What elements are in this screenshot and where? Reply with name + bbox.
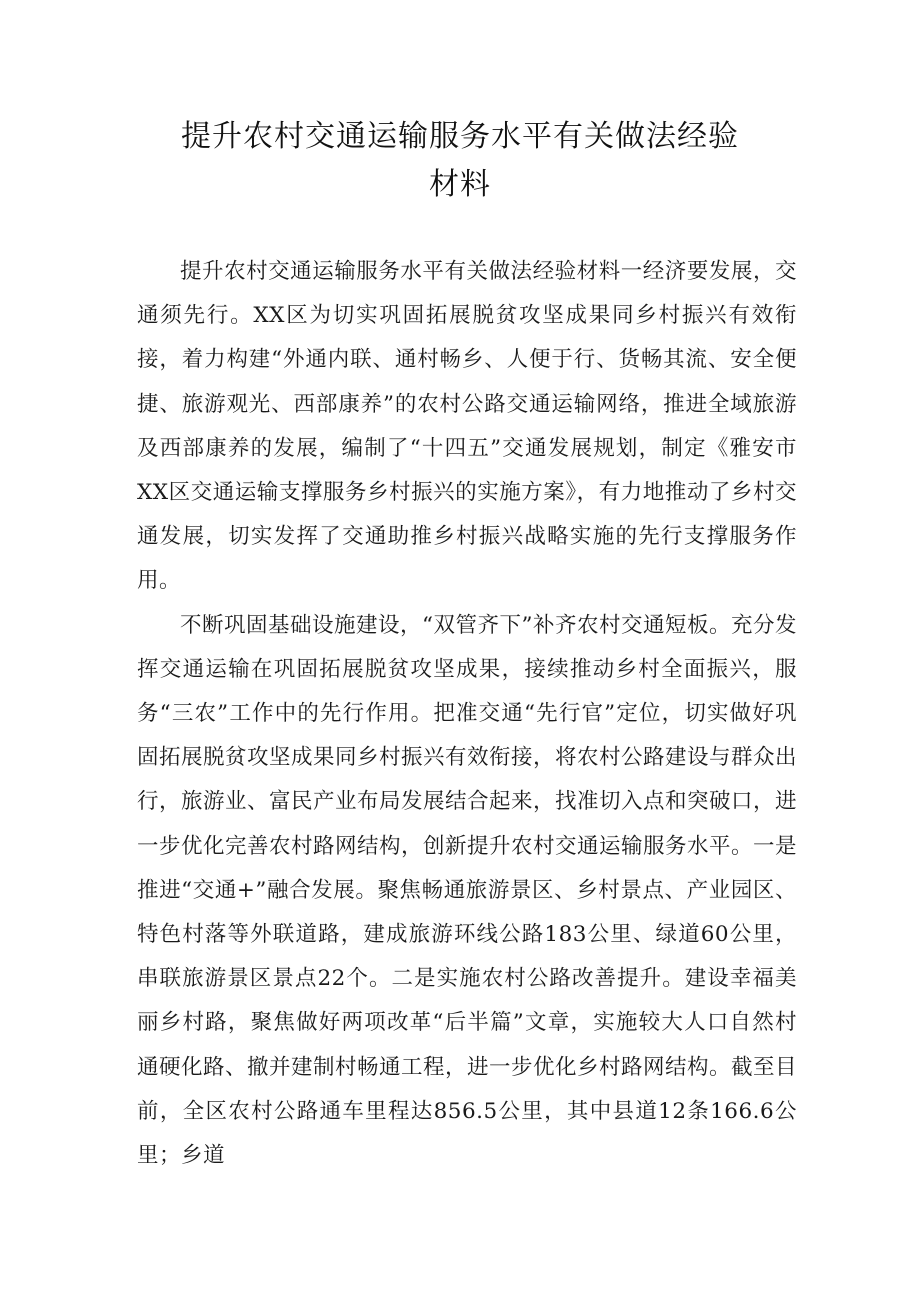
document-title-line-1: 提升农村交通运输服务水平有关做法经验 xyxy=(181,119,739,154)
document-body xyxy=(137,250,797,1178)
paragraph-infrastructure: 不断巩固基础设施建设，“双管齐下”补齐农村交通短板。充分发挥交通运输在巩固拓展脱贫攻坚成果，接续推动乡村全面振兴，服务“三农”工作中的先行作用。把准交通“先行官”定位，切实做好巩固拓展脱贫攻坚成果同乡村振兴有效衔接，将农村公路建设与群众出行，旅游业、富民产业布局发展结合起来，找准切入点和突破口，进一步优化完善农村路网结构，创新提升农村交通运输服务水平。一是推进“交通+”融合发展。聚焦畅通旅游景区、乡村景点、产业园区、特色村落等外联道路，建成旅游环线公路183公里、绿道60公里，串联旅游景区景点22个。二是实施农村公路改善提升。建设幸福美丽乡村路，聚焦做好两项改革“后半篇”文章，实施较大人口自然村通硬化路、撤并建制村畅通工程，进一步优化乡村路网结构。截至目前，全区农村公路通车里程达856.5公里，其中县道12条166.6公里；乡道 xyxy=(137,612,798,1169)
document-title-line-2: 材料 xyxy=(429,167,491,202)
paragraph-intro: 提升农村交通运输服务水平有关做法经验材料一经济要发展，交通须先行。XX区为切实巩固拓展脱贫攻坚成果同乡村振兴有效衔接，着力构建“外通内联、通村畅乡、人便于行、货畅其流、安全便捷、旅游观光、西部康养”的农村公路交通运输网络，推进全域旅游及西部康养的发展，编制了“十四五”交通发展规划，制定《雅安市XX区交通运输支撑服务乡村振兴的实施方案》，有力地推动了乡村交通发展，切实发挥了交通助推乡村振兴战略实施的先行支撑服务作用。 xyxy=(137,259,797,594)
